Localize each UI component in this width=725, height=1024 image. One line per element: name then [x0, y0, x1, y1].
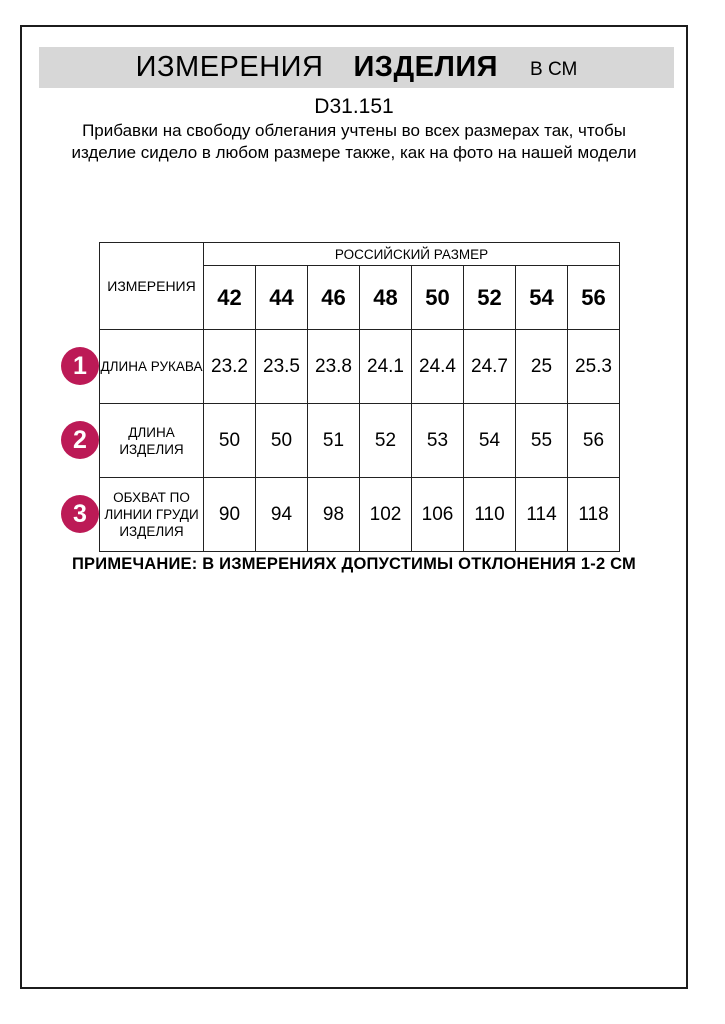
row-label: ДЛИНА РУКАВА [100, 330, 204, 404]
table-cell: 53 [412, 404, 464, 478]
table-cell: 25 [516, 330, 568, 404]
table-cell: 114 [516, 478, 568, 552]
page-title-units: В СМ [530, 58, 578, 80]
table-cell: 118 [568, 478, 620, 552]
table-cell: 24.7 [464, 330, 516, 404]
tolerance-note: ПРИМЕЧАНИЕ: В ИЗМЕРЕНИЯХ ДОПУСТИМЫ ОТКЛОНЕНИЯ 1-2 СМ [72, 555, 636, 573]
table-cell: 50 [256, 404, 308, 478]
table-cell: 106 [412, 478, 464, 552]
table-row-item-length [100, 404, 620, 478]
row-label: ДЛИНА ИЗДЕЛИЯ [100, 404, 204, 478]
table-cell: 23.5 [256, 330, 308, 404]
size-group-header: РОССИЙСКИЙ РАЗМЕР [204, 243, 620, 266]
table-cell: 102 [360, 478, 412, 552]
page-title-measurements: ИЗМЕРЕНИЯ [135, 51, 324, 83]
table-cell: 52 [360, 404, 412, 478]
table-cell: 90 [204, 478, 256, 552]
table-cell: 94 [256, 478, 308, 552]
model-code: D31.151 [314, 95, 394, 118]
table-cell: 50 [204, 404, 256, 478]
table-cell: 55 [516, 404, 568, 478]
size-header: 56 [568, 266, 620, 330]
table-cell: 51 [308, 404, 360, 478]
table-row-sleeve-length [100, 330, 620, 404]
table-cell: 56 [568, 404, 620, 478]
table-cell: 110 [464, 478, 516, 552]
size-header: 48 [360, 266, 412, 330]
table-cell: 23.8 [308, 330, 360, 404]
row-number-badge-3: 3 [61, 495, 99, 533]
size-header: 50 [412, 266, 464, 330]
table-corner-header: ИЗМЕРЕНИЯ [100, 243, 204, 330]
page-title-product: ИЗДЕЛИЯ [353, 51, 499, 83]
row-label: ОБХВАТ ПО ЛИНИИ ГРУДИ ИЗДЕЛИЯ [100, 478, 204, 552]
table-cell: 24.4 [412, 330, 464, 404]
document-page [20, 25, 688, 989]
size-header: 52 [464, 266, 516, 330]
fit-description: Прибавки на свободу облегания учтены во всех размерах так, чтобы изделие сидело в любом размере также, как на фото на нашей модели [71, 121, 637, 162]
row-number-badge-2: 2 [61, 421, 99, 459]
table-cell: 23.2 [204, 330, 256, 404]
table-cell: 25.3 [568, 330, 620, 404]
size-header: 42 [204, 266, 256, 330]
size-table [99, 242, 620, 552]
row-number-badge-1: 1 [61, 347, 99, 385]
title-bar [39, 47, 674, 88]
table-cell: 24.1 [360, 330, 412, 404]
table-cell: 98 [308, 478, 360, 552]
table-cell: 54 [464, 404, 516, 478]
size-header: 46 [308, 266, 360, 330]
table-row-chest-girth [100, 478, 620, 552]
size-header: 54 [516, 266, 568, 330]
size-header: 44 [256, 266, 308, 330]
